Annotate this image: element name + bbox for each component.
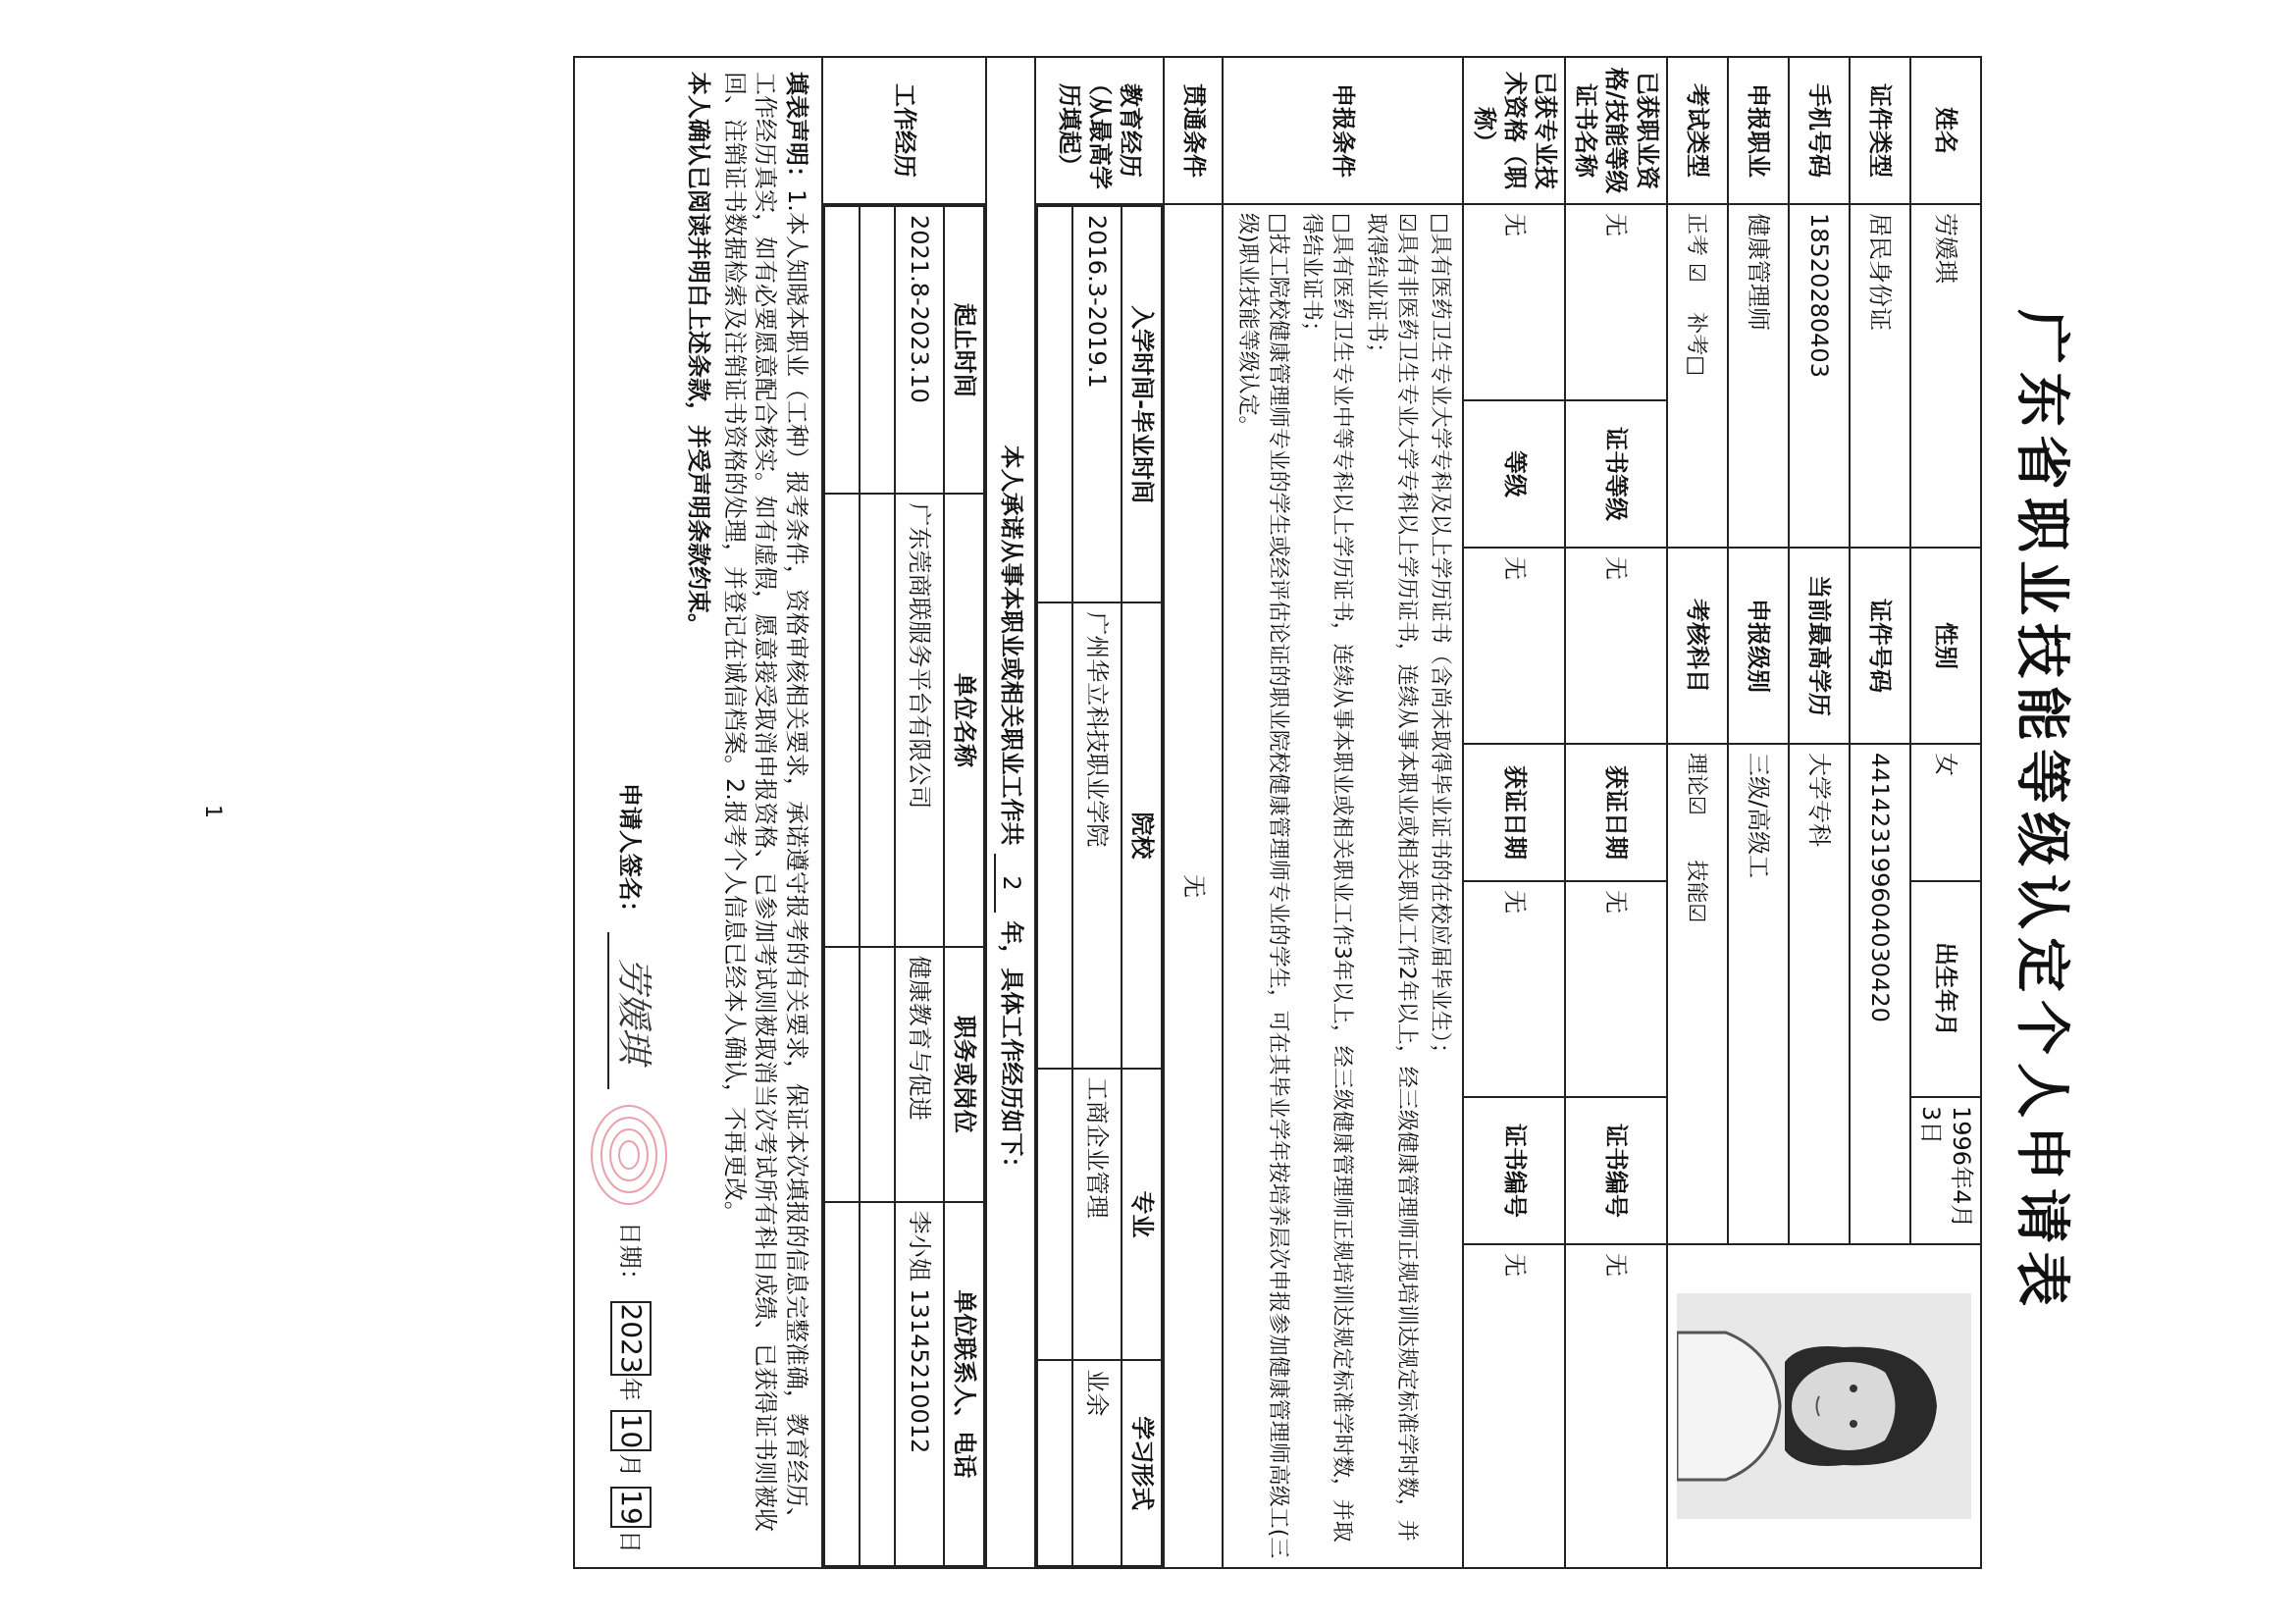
level-value: 三级/高级工	[1728, 744, 1789, 1244]
date-year-unit: 年	[615, 1377, 644, 1401]
held-title-no: 无	[1464, 1244, 1566, 1568]
condition-item: □技工院校健康管理师专业的学生或经评估论证的职业院校健康管理师专业的学生，可在其毕业学年按培养层次申报参加健康管理师高级工(三级)职业技能等级认定。	[1234, 213, 1290, 1559]
occupation-value: 健康管理师	[1728, 204, 1789, 548]
work-cell: 广东莞商联服务平台有限公司	[895, 494, 944, 946]
work-header: 单位名称	[944, 494, 984, 946]
phone-value: 18520280403	[1789, 204, 1850, 548]
occupation-label: 申报职业	[1728, 57, 1789, 204]
work-header: 单位联系人、电话	[944, 1202, 984, 1566]
held-cert-no-label: 证书编号	[1565, 1097, 1667, 1244]
edu-header: 学习形式	[1122, 1360, 1162, 1566]
name-label: 姓名	[1910, 57, 1981, 204]
birth-value: 1996年4月3日	[1910, 1097, 1981, 1244]
applicant-photo	[1667, 1244, 1981, 1568]
date-month: 10	[610, 1410, 652, 1451]
work-cell: 健康教育与促进	[895, 947, 944, 1202]
fingerprint-icon	[585, 1096, 673, 1214]
signature-row	[585, 72, 673, 1553]
exam-type-regular: 正考 ☑	[1684, 213, 1709, 283]
applicant-signature: 劳媛琪	[607, 932, 655, 1089]
work-header: 起止时间	[944, 206, 984, 494]
id-type-value: 居民身份证	[1850, 204, 1910, 548]
date-day: 19	[610, 1487, 652, 1528]
work-commit-years: 2	[994, 854, 1026, 913]
declaration-heading: 填表声明：	[782, 72, 810, 189]
held-cert-name: 无	[1565, 204, 1667, 400]
application-form	[200, 56, 2090, 1567]
exam-type-label: 考试类型	[1667, 57, 1728, 204]
edu-cell: 业余	[1072, 1360, 1122, 1566]
held-title-grade-label: 等级	[1464, 400, 1566, 548]
photo-portrait-icon	[1677, 1293, 1971, 1519]
date-month-unit: 月	[615, 1453, 644, 1478]
edu-cell: 广州华立科技职业学院	[1072, 602, 1122, 1068]
exam-type-value	[1667, 204, 1728, 548]
id-no-value: 441423199604030420	[1850, 744, 1910, 1244]
sign-label: 申请人签名：	[615, 782, 644, 924]
page-number: 1	[200, 805, 225, 818]
condition-item: □具有医药卫生专业中等专科以上学历证书，连续从事本职业或相关职业工作3年以上，经三级健康管理师正规培训达规定标准学时数，并取得结业证书；	[1299, 213, 1355, 1543]
held-title-grade: 无	[1464, 548, 1566, 744]
held-cert-no: 无	[1565, 1244, 1667, 1568]
work-table	[823, 205, 985, 1567]
work-cell: 李小姐 13145210012	[895, 1202, 944, 1566]
birth-label: 出生年月	[1910, 881, 1981, 1097]
held-cert-level-label: 证书等级	[1565, 400, 1667, 548]
through-value: 无	[1164, 204, 1223, 1568]
level-label: 申报级别	[1728, 548, 1789, 744]
held-cert-date-label: 获证日期	[1565, 744, 1667, 881]
declaration-text: 1.本人知晓本职业（工种）报考条件，资格审核相关要求，承诺遵守报考的有关要求，保证本次填报的信息完整准确，教育经历、工作经历真实，如有必要愿意配合核实。如有虚假，愿意接受取消申报资格、已参加考试则被取消当次考试所有科目成绩、已获得证书则被收回、注销证书数据检索及注销证书资格的处理，并登记在诚信档案。2.报考个人信息已经本人确认，不再更改。	[721, 72, 810, 1532]
edu-header: 入学时间-毕业时间	[1122, 206, 1162, 602]
name-value: 劳媛琪	[1910, 204, 1981, 548]
declaration-confirm: 本人确认已阅读并明白上述条款，并受声明条款约束。	[684, 72, 712, 637]
held-title-label: 已获专业技术资格（职称）	[1464, 57, 1566, 204]
work-history-label: 工作经历	[822, 57, 986, 204]
held-cert-label: 已获职业资格/技能等级证书名称	[1565, 57, 1667, 204]
edu-header: 院校	[1122, 602, 1162, 1068]
work-commit-suffix: 年，具体工作经历如下：	[998, 920, 1026, 1180]
declaration	[574, 57, 822, 1568]
through-label: 贯通条件	[1164, 57, 1223, 204]
conditions-label: 申报条件	[1223, 57, 1464, 204]
held-title-no-label: 证书编号	[1464, 1097, 1566, 1244]
id-type-label: 证件类型	[1850, 57, 1910, 204]
condition-item: ☑具有非医药卫生专业大学专科以上学历证书，连续从事本职业或相关职业工作2年以上，经三级健康管理师正规培训达规定标准学时数，并取得结业证书；	[1363, 213, 1419, 1542]
work-commitment	[986, 57, 1035, 1568]
edu-cell: 2016.3-2019.1	[1072, 206, 1122, 602]
edu-header: 专业	[1122, 1069, 1162, 1361]
held-cert-date: 无	[1565, 881, 1667, 1097]
gender-value: 女	[1910, 744, 1981, 881]
education-label: 当前最高学历	[1789, 548, 1850, 744]
date-day-unit: 日	[615, 1530, 644, 1553]
work-commit-prefix: 本人承诺从事本职业或相关职业工作共	[998, 445, 1026, 846]
held-title-name: 无	[1464, 204, 1566, 400]
work-header: 职务或岗位	[944, 947, 984, 1202]
edu-history	[1035, 204, 1164, 1568]
subject-skill: 技能☑	[1684, 860, 1709, 923]
subject-value	[1667, 744, 1728, 1244]
condition-item: □具有医药卫生专业大学专科及以上学历证书（含尚未取得毕业证书的在校应届毕业生）；	[1428, 213, 1453, 1065]
conditions-list	[1223, 204, 1464, 1568]
form-title: 广东省职业技能等级认定个人申请表	[2009, 309, 2073, 1314]
held-cert-level: 无	[1565, 548, 1667, 744]
form-table	[573, 56, 1982, 1569]
date-label: 日期：	[615, 1221, 644, 1292]
education-value: 大学专科	[1789, 744, 1850, 1244]
date-year: 2023	[610, 1301, 652, 1375]
held-title-date-label: 获证日期	[1464, 744, 1566, 881]
edu-table	[1036, 205, 1163, 1567]
work-cell: 2021.8-2023.10	[895, 206, 944, 494]
id-no-label: 证件号码	[1850, 548, 1910, 744]
gender-label: 性别	[1910, 548, 1981, 744]
phone-label: 手机号码	[1789, 57, 1850, 204]
edu-cell: 工商企业管理	[1072, 1069, 1122, 1361]
edu-history-label: 教育经历（从最高学历填起）	[1035, 57, 1164, 204]
subject-theory: 理论☑	[1684, 753, 1709, 815]
work-history	[822, 204, 986, 1568]
subject-label: 考核科目	[1667, 548, 1728, 744]
held-title-date: 无	[1464, 881, 1566, 1097]
exam-type-makeup: 补考□	[1684, 312, 1709, 377]
